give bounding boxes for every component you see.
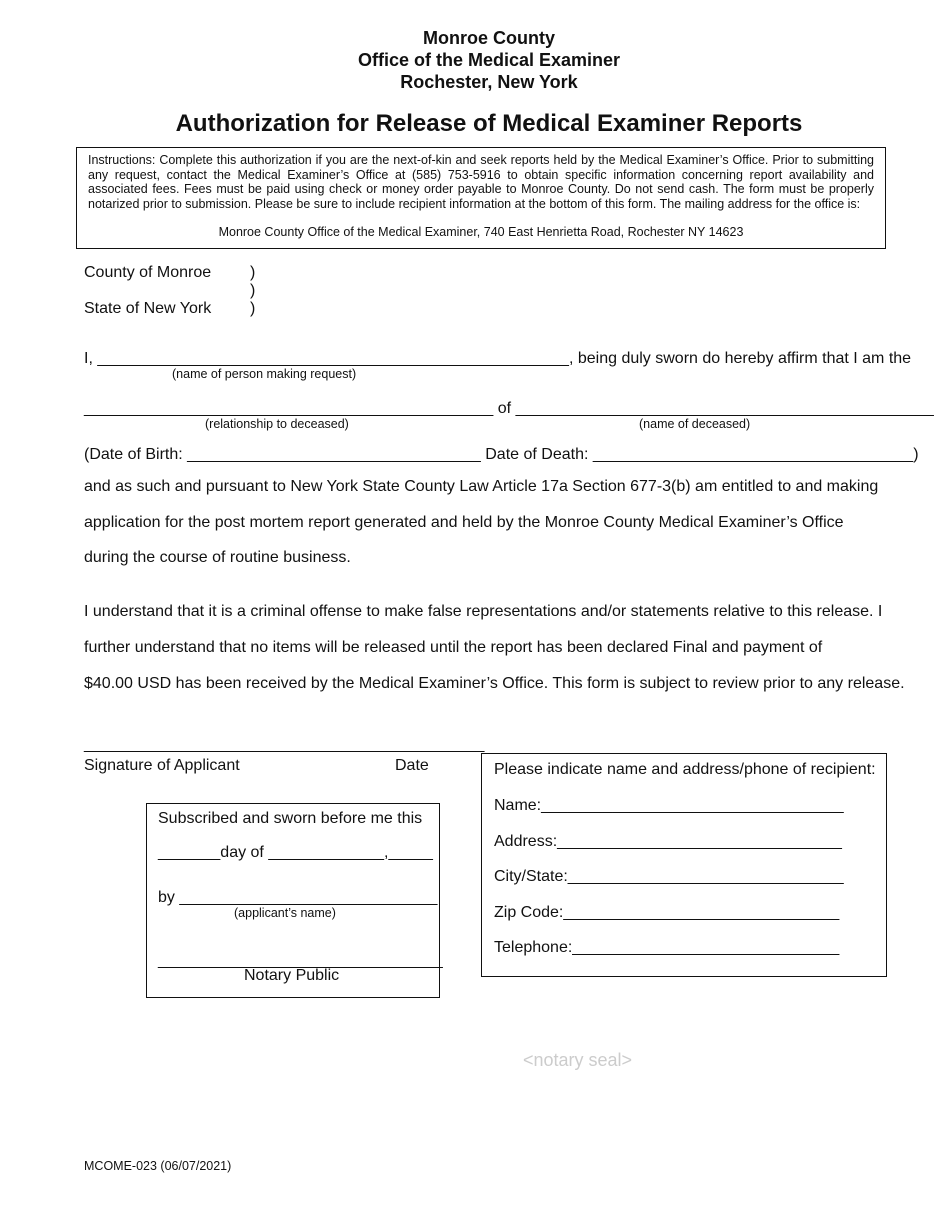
venue-paren: ) [250,264,256,281]
recipient-telephone-field[interactable]: Telephone:______________________________ [494,939,840,956]
instructions-box [76,147,886,249]
relationship-caption: (relationship to deceased) [205,417,349,431]
understanding-text: I understand that it is a criminal offense to make false representations and/or statements relative to this release. I [84,603,883,620]
venue-state: State of New York [84,300,212,317]
recipient-city-state-field[interactable]: City/State:_______________________________ [494,868,844,885]
understanding-text: $40.00 USD has been received by the Medical Examiner’s Office. This form is subject to review prior to any release. [84,675,905,692]
notary-signature-line[interactable]: ________________________________ [158,952,443,969]
notary-public-label: Notary Public [244,967,340,984]
county-heading: Monroe County [423,28,555,48]
signature-label: Signature of Applicant [84,757,240,774]
venue-county: County of Monroe [84,264,212,281]
recipient-box [481,753,887,977]
notary-sworn-text: Subscribed and sworn before me this [158,810,423,827]
relationship-deceased-field[interactable]: ______________________________________________ of _______________________________________________ [84,400,934,417]
signature-line[interactable]: _____________________________________________ [84,736,485,753]
form-title: Authorization for Release of Medical Examiner Reports [175,110,803,137]
affirmation-text: during the course of routine business. [84,549,351,566]
requester-name-field[interactable]: I, _____________________________________________________, being duly sworn do hereby affirm that I am the [84,350,912,367]
form-number: MCOME-023 (06/07/2021) [84,1159,232,1173]
notary-applicant-field[interactable]: by _____________________________ [158,889,438,906]
affirmation-text: application for the post mortem report generated and held by the Monroe County Medical Examiner’s Office [84,514,844,531]
recipient-zip-field[interactable]: Zip Code:_______________________________ [494,904,840,921]
recipient-address-field[interactable]: Address:________________________________ [494,833,842,850]
notary-box [146,803,443,998]
instructions-text: Instructions: Complete this authorization if you are the next-of-kin and seek reports held by the Medical Examiner’s Office. Prior to submitting any request, contact the Medical Examiner’s Office at (585) 753-5916 to obtain specific information concerning report availability and associated fees. Fees must be paid using check or money order payable to Monroe County. Do not send cash. The form must be properly notarized prior to submission. Please be sure to include recipient information at the bottom of this form. The mailing address for the office is: [88,153,874,211]
mailing-address: Monroe County Office of the Medical Examiner, 740 East Henrietta Road, Rochester NY 14623 [218,225,744,239]
city-heading: Rochester, New York [400,72,578,92]
recipient-prompt: Please indicate name and address/phone of recipient: [494,761,876,778]
notary-seal-placeholder: <notary seal> [523,1050,633,1070]
applicant-name-caption: (applicant’s name) [234,906,336,920]
venue-paren: ) [250,282,256,299]
requester-name-caption: (name of person making request) [172,367,357,381]
affirmation-text: and as such and pursuant to New York State County Law Article 17a Section 677-3(b) am entitled to and making [84,478,879,495]
office-heading: Office of the Medical Examiner [357,50,621,70]
notary-date-field[interactable]: _______day of _____________,_____ [158,844,433,861]
recipient-name-field[interactable]: Name:__________________________________ [494,797,844,814]
date-label: Date [395,757,429,774]
venue-paren: ) [250,300,256,317]
deceased-name-caption: (name of deceased) [639,417,751,431]
understanding-text: further understand that no items will be released until the report has been declared Final and payment of [84,639,823,656]
dates-field[interactable]: (Date of Birth: _________________________________ Date of Death: ____________________________________) [84,446,919,463]
